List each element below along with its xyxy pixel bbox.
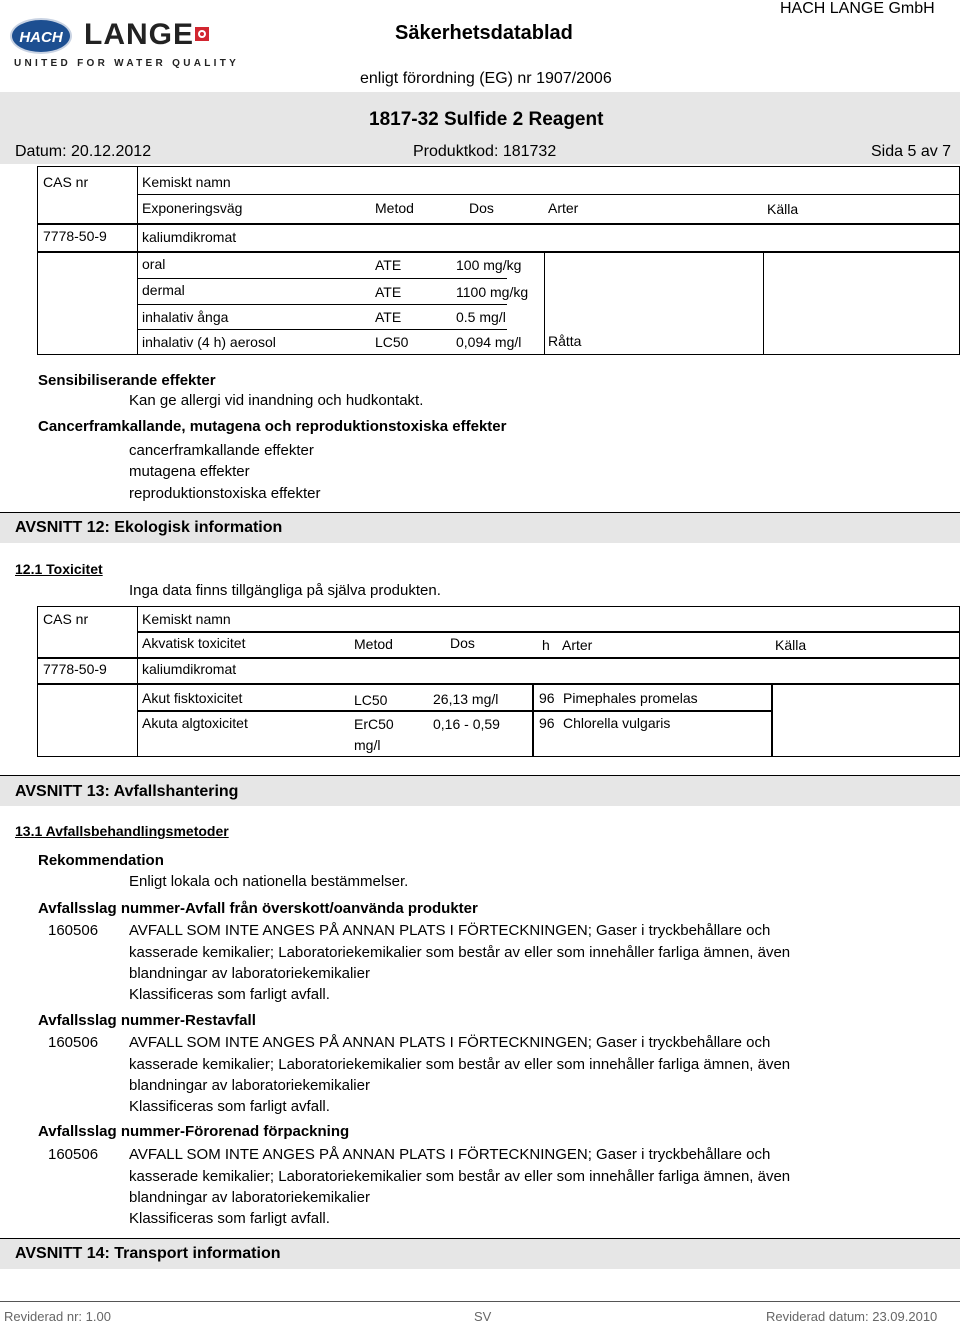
tox-row-dose: 100 mg/kg (456, 257, 522, 273)
tox-row-route: oral (142, 256, 166, 272)
eco-row-method: ErC50 (354, 716, 394, 732)
product-name: 1817-32 Sulfide 2 Reagent (369, 109, 604, 130)
eco-cas-header: CAS nr (43, 611, 89, 627)
waste-line: blandningar av laboratoriekemikalier (129, 1077, 370, 1094)
tox-route-header: Exponeringsväg (142, 200, 243, 216)
tox-row-route: inhalativ (4 h) aerosol (142, 334, 276, 350)
eco-row-tox: Akut fisktoxicitet (142, 690, 243, 706)
waste-heading: Avfallsslag nummer-Avfall från överskott/oanvända produkter (38, 900, 478, 917)
waste-line: blandningar av laboratoriekemikalier (129, 965, 370, 982)
eco-h-header: h (542, 637, 550, 653)
section-14-title: AVSNITT 14: Transport information (15, 1245, 281, 1262)
section-13-title: AVSNITT 13: Avfallshantering (15, 783, 239, 800)
hach-logo-text: HACH (19, 29, 63, 46)
waste-line: kasserade kemikalier; Laboratoriekemikalier som består av eller som innehåller farliga ämnen, även (129, 1168, 791, 1185)
eco-name-header: Kemiskt namn (142, 611, 231, 627)
eco-row-species: Pimephales promelas (563, 690, 698, 706)
tox-row-method: ATE (375, 284, 402, 300)
lange-logo-mark-icon (195, 27, 209, 41)
tox-name-value: kaliumdikromat (142, 229, 237, 245)
tox-row-method: ATE (375, 257, 402, 273)
tox-row-method: LC50 (375, 334, 409, 350)
product-code: Produktkod: 181732 (413, 143, 557, 160)
name-header-cell (137, 166, 960, 196)
document-title: Säkerhetsdatablad (395, 22, 573, 44)
footer-divider (0, 1301, 960, 1302)
waste-line: AVFALL SOM INTE ANGES PÅ ANNAN PLATS I FÖRTECKNINGEN; Gaser i tryckbehållare och (129, 1146, 771, 1163)
sensitization-text: Kan ge allergi vid inandning och hudkontakt. (129, 392, 424, 409)
waste-line: AVFALL SOM INTE ANGES PÅ ANNAN PLATS I FÖRTECKNINGEN; Gaser i tryckbehållare och (129, 922, 771, 939)
eco-tox-header: Akvatisk toxicitet (142, 635, 246, 651)
tox-row-route: dermal (142, 282, 185, 298)
sensitization-heading: Sensibiliserande effekter (38, 372, 216, 389)
waste-line: Klassificeras som farligt avfall. (129, 1210, 330, 1227)
waste-heading: Avfallsslag nummer-Förorenad förpackning (38, 1123, 350, 1140)
lange-logo-text: LANGE (84, 18, 194, 51)
eco-cas-value: 7778-50-9 (43, 661, 107, 677)
tox-row-dose: 1100 mg/kg (456, 284, 529, 300)
route-cell-blank (37, 252, 138, 355)
eco-species-header: Arter (562, 637, 593, 653)
eco-name-header-cell (137, 606, 960, 632)
cmr-heading: Cancerframkallande, mutagena och reproduktionstoxiska effekter (38, 418, 507, 435)
eco-dose-header: Dos (450, 635, 475, 651)
eco-name-value-cell (137, 658, 960, 684)
waste-line: blandningar av laboratoriekemikalier (129, 1189, 370, 1206)
tox-source-header: Källa (767, 201, 799, 217)
waste-line: AVFALL SOM INTE ANGES PÅ ANNAN PLATS I FÖRTECKNINGEN; Gaser i tryckbehållare och (129, 1034, 771, 1051)
section-12-title: AVSNITT 12: Ekologisk information (15, 519, 283, 536)
eco-blank-cell (37, 684, 138, 757)
tox-row-route: inhalativ ånga (142, 309, 229, 325)
recommendation-heading: Rekommendation (38, 852, 164, 869)
footer-revision: Reviderad nr: 1.00 (4, 1309, 111, 1324)
eco-method-header: Metod (354, 636, 393, 652)
eco-row-species: Chlorella vulgaris (563, 715, 671, 731)
eco-row-h: 96 (539, 715, 555, 731)
regulation: enligt förordning (EG) nr 1907/2006 (360, 70, 612, 87)
logo-tagline: UNITED FOR WATER QUALITY (14, 58, 240, 69)
tox-row-species: Råtta (548, 333, 582, 349)
tox-species-header: Arter (548, 200, 579, 216)
waste-line: kasserade kemikalier; Laboratoriekemikalier som består av eller som innehåller farliga ämnen, även (129, 1056, 791, 1073)
footer-revised-date: Reviderad datum: 23.09.2010 (766, 1309, 938, 1324)
section-12-1-heading: 12.1 Toxicitet (15, 561, 103, 577)
waste-line: kasserade kemikalier; Laboratoriekemikalier som består av eller som innehåller farliga ämnen, även (129, 944, 791, 961)
waste-code: 160506 (48, 1146, 99, 1163)
eco-row-dose: 0,16 - 0,59 (433, 716, 500, 732)
waste-code: 160506 (48, 922, 99, 939)
recommendation-text: Enligt lokala och nationella bestämmelser. (129, 873, 409, 890)
cmr-item: mutagena effekter (129, 463, 250, 480)
eco-source-cell (772, 684, 960, 757)
hach-logo (10, 18, 72, 54)
cmr-item: cancerframkallande effekter (129, 442, 314, 459)
no-data-text: Inga data finns tillgängliga på själva produkten. (129, 582, 441, 599)
waste-code: 160506 (48, 1034, 99, 1051)
tox-row-dose: 0,094 mg/l (456, 334, 522, 350)
eco-tox-table (37, 606, 960, 757)
waste-line: Klassificeras som farligt avfall. (129, 1098, 330, 1115)
eco-row-dose: 26,13 mg/l (433, 691, 499, 707)
eco-row-tox: Akuta algtoxicitet (142, 715, 248, 731)
header-date: Datum: 20.12.2012 (15, 143, 152, 160)
tox-cas-header: CAS nr (43, 174, 89, 190)
tox-cas-value: 7778-50-9 (43, 228, 107, 244)
waste-line: Klassificeras som farligt avfall. (129, 986, 330, 1003)
eco-name-value: kaliumdikromat (142, 661, 237, 677)
eco-row-method: LC50 (354, 692, 388, 708)
footer-language: SV (474, 1309, 492, 1324)
source-cell (763, 252, 960, 355)
company-name: HACH LANGE GmbH (780, 0, 935, 17)
eco-row-method-unit: mg/l (354, 737, 381, 753)
page-number: Sida 5 av 7 (871, 143, 952, 160)
eco-source-header: Källa (775, 637, 807, 653)
waste-heading: Avfallsslag nummer-Restavfall (38, 1012, 256, 1029)
cmr-item: reproduktionstoxiska effekter (129, 485, 321, 502)
tox-row-dose: 0.5 mg/l (456, 309, 506, 325)
tox-name-header: Kemiskt namn (142, 174, 231, 190)
tox-method-header: Metod (375, 200, 414, 216)
section-13-1-heading: 13.1 Avfallsbehandlingsmetoder (15, 823, 229, 839)
name-value-cell (137, 224, 960, 252)
tox-row-method: ATE (375, 309, 402, 325)
tox-dose-header: Dos (469, 200, 494, 216)
eco-row-h: 96 (539, 690, 555, 706)
